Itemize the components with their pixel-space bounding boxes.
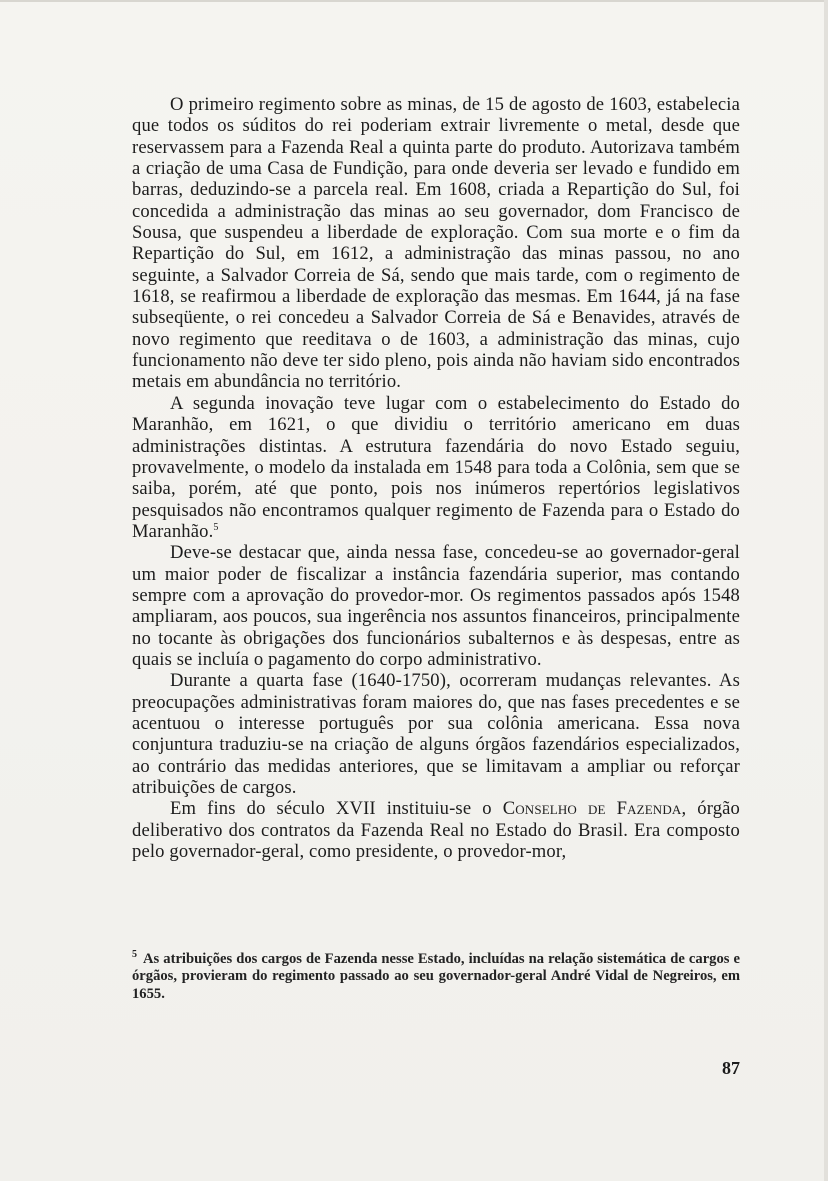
paragraph-1: O primeiro regimento sobre as minas, de 15 de agosto de 1603, estabelecia que todos os súditos do rei poderiam extrair livremente o metal, desde que reservassem para a Fazenda Real a quinta parte do produto. Autorizava também a criação de uma Casa de Fundição, para onde deveria ser levado e fundido em barras, deduzindo-se a parcela real. Em 1608, criada a Repartição do Sul, foi concedida a administração das minas ao seu governador, dom Francisco de Sousa, que suspendeu a liberdade de exploração. Com sua morte e o fim da Repartição do Sul, em 1612, a administração das minas passou, no ano seguinte, a Salvador Correia de Sá, sendo que mais tarde, com o regimento de 1618, se reafirmou a liberdade de exploração das mesmas. Em 1644, já na fase subseqüente, o rei concedeu a Salvador Correia de Sá e Benavides, através de novo regimento que reeditava o de 1603, a administração das minas, cujo funcionamento não deve ter sido pleno, pois ainda não haviam sido encontrados metais em abundância no território. <box>132 94 740 393</box>
body-text <box>132 94 740 862</box>
paragraph-2-text: A segunda inovação teve lugar com o estabelecimento do Estado do Maranhão, em 1621, o que dividiu o território americano em duas administrações distintas. A estrutura fazendária do novo Estado seguiu, provavelmente, o modelo da instalada em 1548 para toda a Colônia, sem que se saiba, porém, até que ponto, pois nos inúmeros repertórios legislativos pesquisados não encontramos qualquer regimento de Fazenda para o Estado do Maranhão. <box>132 392 740 542</box>
footnote-mark: 5 <box>132 949 137 960</box>
page-edge-shadow <box>824 0 828 1181</box>
paragraph-5 <box>132 798 740 862</box>
paragraph-5-lead: Em fins do século XVII instituiu-se o <box>170 798 503 820</box>
top-edge <box>0 0 828 2</box>
paragraph-3: Deve-se destacar que, ainda nessa fase, concedeu-se ao governador-geral um maior poder de fiscalizar a instância fazendária superior, mas contando sempre com a aprovação do provedor-mor. Os regimentos passados após 1548 ampliaram, aos poucos, sua ingerência nos assuntos financeiros, principalmente no tocante às obrigações dos funcionários subalternos e às despesas, entre as quais se incluía o pagamento do corpo administrativo. <box>132 542 740 670</box>
paragraph-2 <box>132 393 740 542</box>
footnote-text: As atribuições dos cargos de Fazenda nesse Estado, incluídas na relação sistemática de cargos e órgãos, provieram do regimento passado ao seu governador-geral André Vidal de Negreiros, em 1655. <box>132 950 740 1003</box>
page-number: 87 <box>722 1058 740 1078</box>
conselho-de-fazenda-term: Conselho de Fazenda <box>502 798 682 820</box>
paragraph-4: Durante a quarta fase (1640-1750), ocorreram mudanças relevantes. As preocupações administrativas foram maiores do, que nas fases precedentes e se acentuou o interesse português por sua colônia americana. Essa nova conjuntura traduziu-se na criação de alguns órgãos fazendários especializados, ao contrário das medidas anteriores, que se limitavam a ampliar ou reforçar atribuições de cargos. <box>132 670 740 798</box>
footnote <box>132 946 740 1004</box>
paragraph-5-tail: , órgão deliberativo dos contratos da Fazenda Real no Estado do Brasil. Era composto pelo governador-geral, como presidente, o provedor-mor, <box>132 798 740 863</box>
footnote-reference: 5 <box>213 521 219 533</box>
